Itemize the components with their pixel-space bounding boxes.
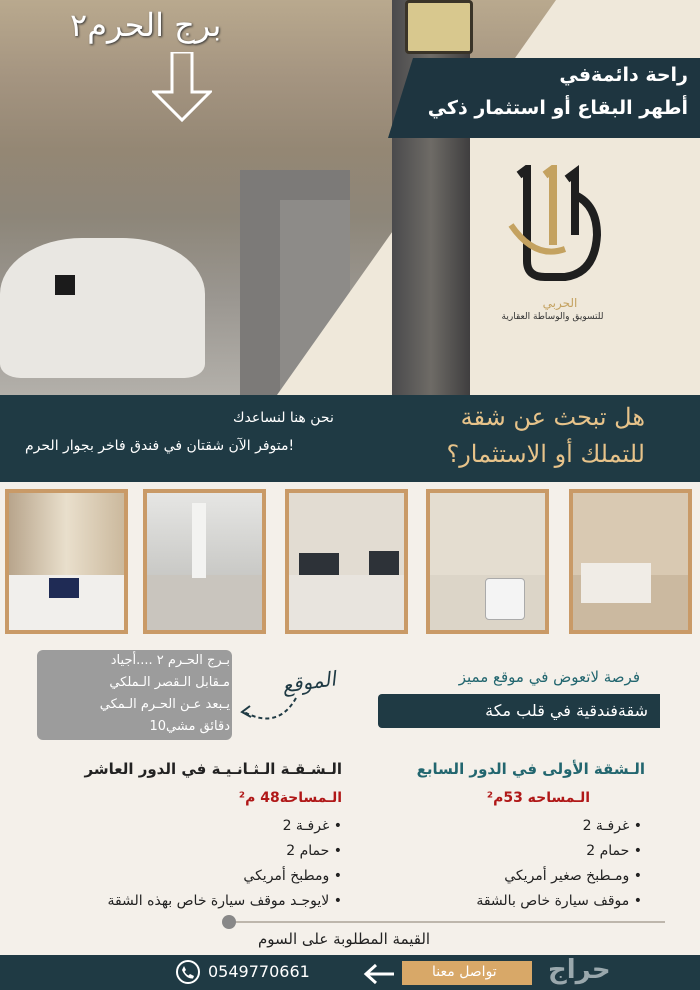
apartment-2-area: الـمساحة48 م² (238, 790, 342, 806)
logo-name: الحربي (542, 296, 578, 310)
help-line-1: نحن هنا لنساعدك (233, 410, 334, 426)
photo-bedroom-arch (569, 489, 692, 634)
price-note: القيمة المطلوبة على السوم (258, 930, 431, 948)
hero-title: برج الحرم٢ (70, 6, 222, 44)
location-line: يـبعد عـن الحـرم الـمكي (99, 697, 230, 712)
photo-bedroom-twin (285, 489, 408, 634)
apartment-1-area: الـمساحه 53م² (486, 790, 590, 806)
logo-subtitle: للتسويق والوساطة العقارية (501, 312, 604, 322)
photo-lobby (5, 489, 128, 634)
location-label: الموقع (280, 666, 338, 698)
apartment-2-feature: 2 حمام • (286, 843, 342, 859)
watermark: حراج (548, 955, 611, 985)
opportunity-line-1: فرصة لاتعوض في موقع مميز (458, 668, 640, 686)
apartment-2-feature: ومطبخ أمريكي • (243, 868, 342, 884)
photo-kitchen (426, 489, 549, 634)
kaaba-shape (55, 275, 75, 295)
phone-number[interactable]: 0549770661 (208, 962, 310, 981)
location-line: بـرج الحـرم ٢ ....أجياد (110, 653, 230, 668)
apartment-1-title: الـشقة الأولى في الدور السابع (416, 760, 645, 778)
arrow-down-icon (152, 52, 212, 122)
location-line: مـقابل الـقصر الـملكي (109, 675, 230, 690)
banner-line-1: راحة دائمةفي (559, 64, 688, 86)
photo-parking (143, 489, 266, 634)
banner-line-2: أطهر البقاع أو استثمار ذكي (427, 97, 688, 119)
divider-dot (222, 915, 236, 929)
contact-label[interactable]: تواصل معنا (432, 964, 497, 980)
phone-icon[interactable] (176, 960, 200, 984)
divider-line (225, 921, 665, 923)
apartment-1-feature: موقف سيارة خاص بالشقة • (476, 893, 642, 909)
opportunity-line-2: شقةفندقية في قلب مكة (485, 701, 648, 720)
question-line-2: للتملك أو الاستثمار؟ (446, 440, 645, 468)
apartment-1-feature: ومـطبخ صغير أمريكي • (504, 868, 642, 884)
apartment-1-feature: 2 حمام • (586, 843, 642, 859)
dashed-arrow-icon (238, 690, 298, 730)
haram-courtyard (0, 238, 205, 378)
clock-face-icon (405, 0, 473, 54)
apartment-2-feature: 2 غرفـة • (283, 818, 342, 834)
apartment-2-title: الـشـقـة الـثـانـيـة في الدور العاشر (84, 760, 342, 778)
apartment-2-feature: لايوجـد موقف سيارة خاص بهذه الشقة • (107, 893, 342, 909)
location-line: 10دقائق مشي (149, 719, 230, 734)
question-line-1: هل تبحث عن شقة (460, 403, 645, 431)
apartment-1-feature: 2 غرفـة • (583, 818, 642, 834)
company-logo-icon (505, 165, 605, 285)
help-line-2: متوفر الآن شقتان في فندق فاخر بجوار الحرم! (25, 438, 295, 454)
arrow-left-icon[interactable] (362, 962, 396, 986)
